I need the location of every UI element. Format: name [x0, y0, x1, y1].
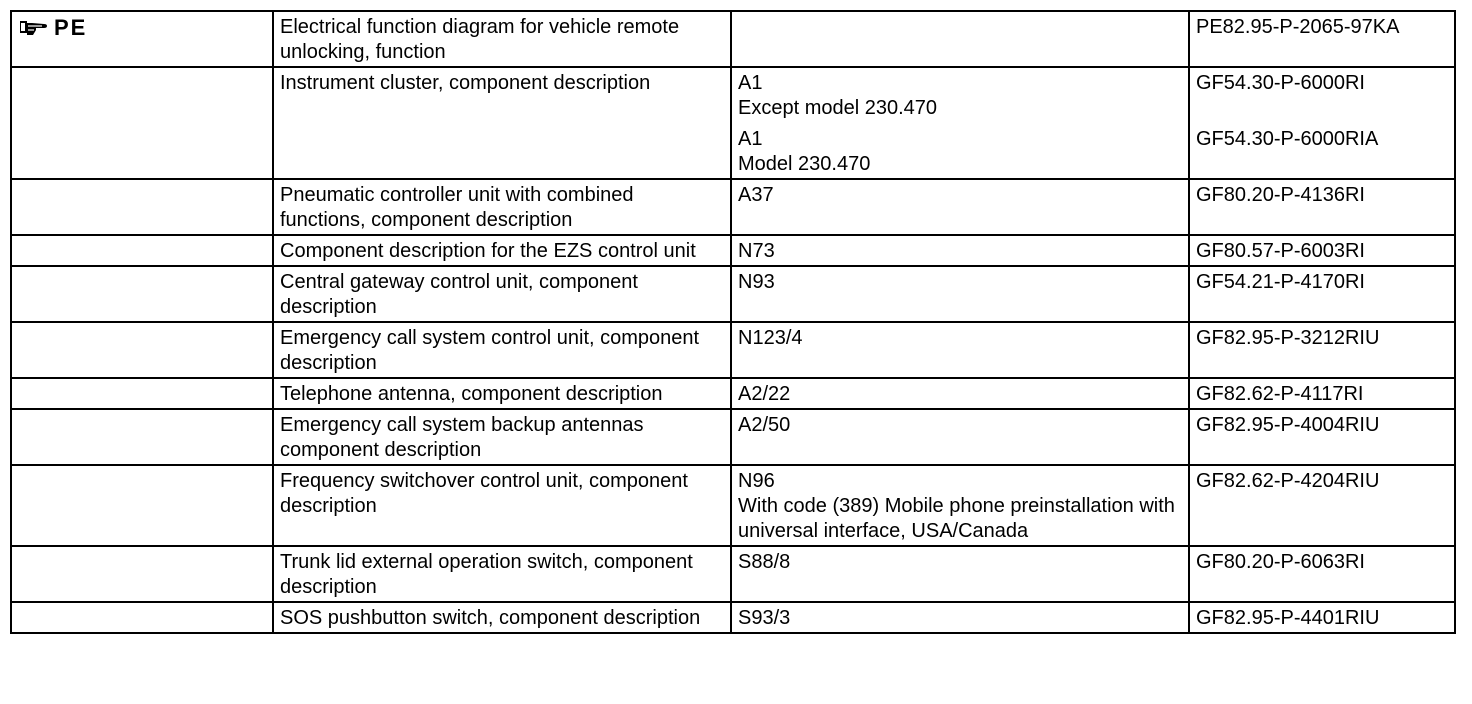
- component-entry: [738, 71, 1182, 121]
- component-entry: [738, 606, 1182, 631]
- row-title: Emergency call system control unit, component description: [280, 327, 700, 374]
- document-cell: [1189, 67, 1455, 179]
- table-row: [11, 602, 1455, 633]
- row-title: Central gateway control unit, component description: [280, 271, 638, 318]
- component-entry: [738, 239, 1182, 264]
- title-cell: [273, 322, 731, 378]
- document-cell: [1189, 602, 1455, 633]
- component-ref: N73: [738, 240, 775, 262]
- component-entry: [738, 183, 1182, 208]
- marker-cell: [11, 322, 273, 378]
- row-title: Trunk lid external operation switch, component description: [280, 551, 693, 598]
- component-ref: A37: [738, 184, 774, 206]
- component-entry: [738, 127, 1182, 177]
- component-cell: [731, 602, 1189, 633]
- component-ref: A1: [738, 128, 763, 150]
- document-cell: [1189, 409, 1455, 465]
- document-number[interactable]: GF54.21-P-4170RI: [1196, 271, 1365, 293]
- document-number[interactable]: GF82.95-P-3212RIU: [1196, 327, 1380, 349]
- title-cell: [273, 546, 731, 602]
- document-cell: [1189, 378, 1455, 409]
- document-number[interactable]: GF80.20-P-4136RI: [1196, 184, 1365, 206]
- reference-table: [10, 10, 1456, 634]
- component-cell: [731, 235, 1189, 266]
- document-cell: [1189, 266, 1455, 322]
- document-number[interactable]: GF82.62-P-4117RI: [1196, 383, 1364, 405]
- document-number[interactable]: GF82.62-P-4204RIU: [1196, 470, 1380, 492]
- table-row: [11, 409, 1455, 465]
- component-ref: N96: [738, 470, 775, 492]
- row-title: SOS pushbutton switch, component description: [280, 607, 701, 629]
- document-number[interactable]: GF82.95-P-4401RIU: [1196, 607, 1380, 629]
- component-ref: S93/3: [738, 607, 791, 629]
- component-cell: [731, 465, 1189, 546]
- title-cell: [273, 11, 731, 67]
- document-number[interactable]: GF82.95-P-4004RIU: [1196, 414, 1380, 436]
- title-cell: [273, 67, 731, 179]
- row-title: Instrument cluster, component description: [280, 72, 651, 94]
- document-cell: [1189, 179, 1455, 235]
- table-row: [11, 266, 1455, 322]
- component-entry: [738, 382, 1182, 407]
- component-cell: [731, 409, 1189, 465]
- component-cell: [731, 266, 1189, 322]
- marker-cell: [11, 266, 273, 322]
- document-cell: [1189, 235, 1455, 266]
- pointing-hand-icon: [18, 18, 48, 38]
- component-note: Except model 230.470: [738, 97, 938, 119]
- document-number[interactable]: GF54.30-P-6000RIA: [1196, 128, 1379, 150]
- row-title: Component description for the EZS control unit: [280, 240, 696, 262]
- table-row: [11, 322, 1455, 378]
- marker-cell: [11, 179, 273, 235]
- document-cell: [1189, 11, 1455, 67]
- component-cell: [731, 322, 1189, 378]
- component-cell: [731, 67, 1189, 179]
- marker-cell: [11, 409, 273, 465]
- table-row: [11, 465, 1455, 546]
- title-cell: [273, 409, 731, 465]
- marker-cell: [11, 465, 273, 546]
- document-number[interactable]: GF80.20-P-6063RI: [1196, 551, 1365, 573]
- component-note: With code (389) Mobile phone preinstallation with universal interface, USA/Canada: [738, 495, 1175, 542]
- marker-cell: [11, 11, 273, 67]
- marker-cell: [11, 67, 273, 179]
- title-cell: [273, 235, 731, 266]
- component-cell: [731, 546, 1189, 602]
- table-row: [11, 378, 1455, 409]
- component-ref: A2/50: [738, 414, 791, 436]
- component-entry: [738, 326, 1182, 351]
- table-row: [11, 179, 1455, 235]
- component-ref: A1: [738, 72, 763, 94]
- component-ref: N93: [738, 271, 775, 293]
- pe-marker: [18, 15, 266, 40]
- component-cell: [731, 11, 1189, 67]
- row-title: Pneumatic controller unit with combined functions, component description: [280, 184, 634, 231]
- marker-cell: [11, 602, 273, 633]
- document-cell: [1189, 465, 1455, 546]
- table-row: [11, 11, 1455, 67]
- component-entry: [738, 550, 1182, 575]
- document-number[interactable]: GF54.30-P-6000RI: [1196, 72, 1365, 94]
- table-row: [11, 546, 1455, 602]
- marker-cell: [11, 546, 273, 602]
- row-title: Telephone antenna, component description: [280, 383, 663, 405]
- component-note: Model 230.470: [738, 153, 871, 175]
- component-ref: S88/8: [738, 551, 791, 573]
- row-title: Electrical function diagram for vehicle remote unlocking, function: [280, 16, 680, 63]
- marker-cell: [11, 378, 273, 409]
- document-cell: [1189, 546, 1455, 602]
- reference-table-body: [11, 11, 1455, 633]
- title-cell: [273, 378, 731, 409]
- component-cell: [731, 179, 1189, 235]
- row-title: Emergency call system backup antennas component description: [280, 414, 644, 461]
- document-cell: [1189, 322, 1455, 378]
- table-row: [11, 67, 1455, 179]
- component-entry: [738, 413, 1182, 438]
- title-cell: [273, 266, 731, 322]
- document-number[interactable]: GF80.57-P-6003RI: [1196, 240, 1365, 262]
- title-cell: [273, 465, 731, 546]
- component-ref: N123/4: [738, 327, 803, 349]
- marker-cell: [11, 235, 273, 266]
- document-number[interactable]: PE82.95-P-2065-97KA: [1196, 16, 1400, 38]
- title-cell: [273, 179, 731, 235]
- component-ref: A2/22: [738, 383, 791, 405]
- row-title: Frequency switchover control unit, component description: [280, 470, 688, 517]
- component-entry: [738, 469, 1182, 544]
- pe-label: PE: [54, 15, 88, 40]
- title-cell: [273, 602, 731, 633]
- component-entry: [738, 270, 1182, 295]
- table-row: [11, 235, 1455, 266]
- component-cell: [731, 378, 1189, 409]
